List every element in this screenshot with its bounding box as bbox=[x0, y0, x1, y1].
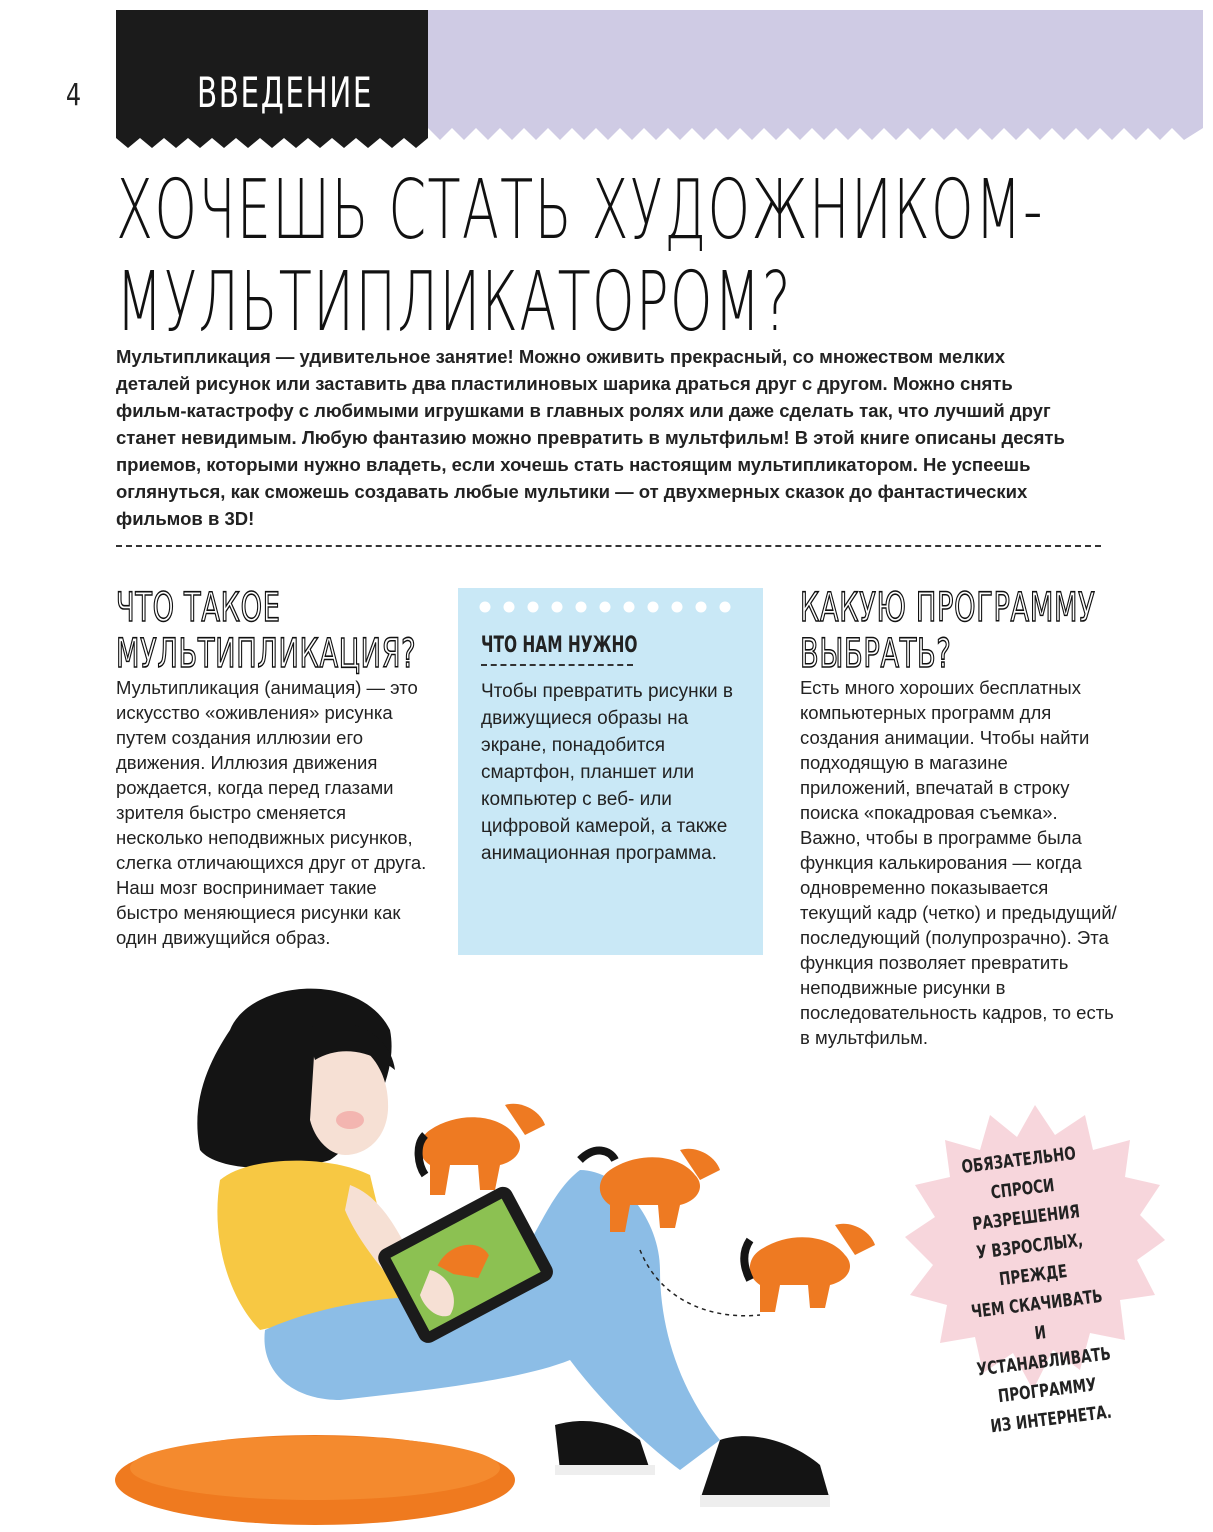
right-heading-line-2: ВЫБРАТЬ? bbox=[800, 631, 952, 677]
warning-line-3: У ВЗРОСЛЫХ, ПРЕЖДЕ bbox=[975, 1229, 1085, 1291]
needs-body-text: Чтобы превратить рисунки в движущиеся образы на экране, понадобится смартфон, планшет или компьютер с веб- или цифровой камерой, а также анимационная программа. bbox=[481, 681, 733, 864]
pony-3 bbox=[744, 1224, 875, 1312]
warning-line-2: СПРОСИ РАЗРЕШЕНИЯ bbox=[971, 1174, 1082, 1236]
warning-line-5: И УСТАНАВЛИВАТЬ bbox=[975, 1322, 1112, 1381]
dots-decoration bbox=[478, 600, 748, 614]
pony-1 bbox=[419, 1104, 545, 1195]
left-body-text: Мультипликация (анимация) — это искусство «оживления» рисунка путем создания иллюзии его движения. Иллюзия движения рождается, когда перед глазами зрителя быстро сменяется несколько неподвижных рисунков, слегка отличающихся друг от друга. Наш мозг воспринимает такие быстро меняющиеся рисунки как один движущийся образ. bbox=[116, 677, 427, 948]
needs-heading: ЧТО НАМ НУЖНО bbox=[481, 633, 638, 658]
warning-text bbox=[918, 1134, 1152, 1446]
right-heading-line-1: КАКУЮ ПРОГРАММУ bbox=[800, 585, 1096, 631]
left-heading-line-2: МУЛЬТИПЛИКАЦИЯ? bbox=[116, 631, 417, 677]
girl-with-tablet-illustration bbox=[100, 970, 920, 1525]
warning-line-7: ИЗ ИНТЕРНЕТА. bbox=[989, 1401, 1113, 1438]
needs-heading-underline bbox=[481, 664, 633, 666]
intro-paragraph: Мультипликация — удивительное занятие! Можно оживить прекрасный, со множеством мелких деталей рисунок или заставить два пластилиновых шарика драться друг с другом. Можно снять фильм-катастрофу с любимыми игрушками в главных ролях или даже сделать так, что лучший друг станет невидимым. Любую фантазию можно превратить в мультфильм! В этой книге описаны десять приемов, которыми нужно владеть, если хочешь стать настоящим мультипликатором. Не успеешь оглянуться, как сможешь создавать любые мультики — от двухмерных сказок до фантастических фильмов в 3D! bbox=[116, 346, 1065, 529]
warning-line-1: ОБЯЗАТЕЛЬНО bbox=[960, 1143, 1078, 1178]
page-title-line-1: ХОЧЕШЬ СТАТЬ ХУДОЖНИКОМ- bbox=[116, 163, 1044, 258]
left-heading bbox=[116, 585, 456, 677]
page-number: 4 bbox=[65, 78, 82, 113]
page-title-line-2: МУЛЬТИПЛИКАТОРОМ? bbox=[116, 255, 792, 350]
page-title bbox=[116, 165, 1106, 349]
dashed-divider bbox=[116, 545, 1101, 547]
right-body-text: Есть много хороших бесплатных компьютерных программ для создания анимации. Чтобы найти подходящую в магазине приложений, впечатай в строку поиска «покадровая съемка». Важно, чтобы в программе была функция калькирования — когда одновременно показывается текущий кадр (четко) и предыдущий/последующий (полупрозрачно). Эта функция позволяет превратить неподвижные рисунки в последовательность кадров, то есть в мультфильм. bbox=[800, 677, 1117, 1048]
warning-line-6: ПРОГРАММУ bbox=[997, 1374, 1098, 1408]
warning-line-4: ЧЕМ СКАЧИВАТЬ bbox=[969, 1285, 1104, 1323]
right-heading bbox=[800, 585, 1140, 677]
sneaker-right bbox=[700, 1436, 830, 1507]
section-label: ВВЕДЕНИЕ bbox=[197, 68, 374, 117]
left-heading-line-1: ЧТО ТАКОЕ bbox=[116, 585, 281, 631]
header-band bbox=[0, 0, 1213, 150]
